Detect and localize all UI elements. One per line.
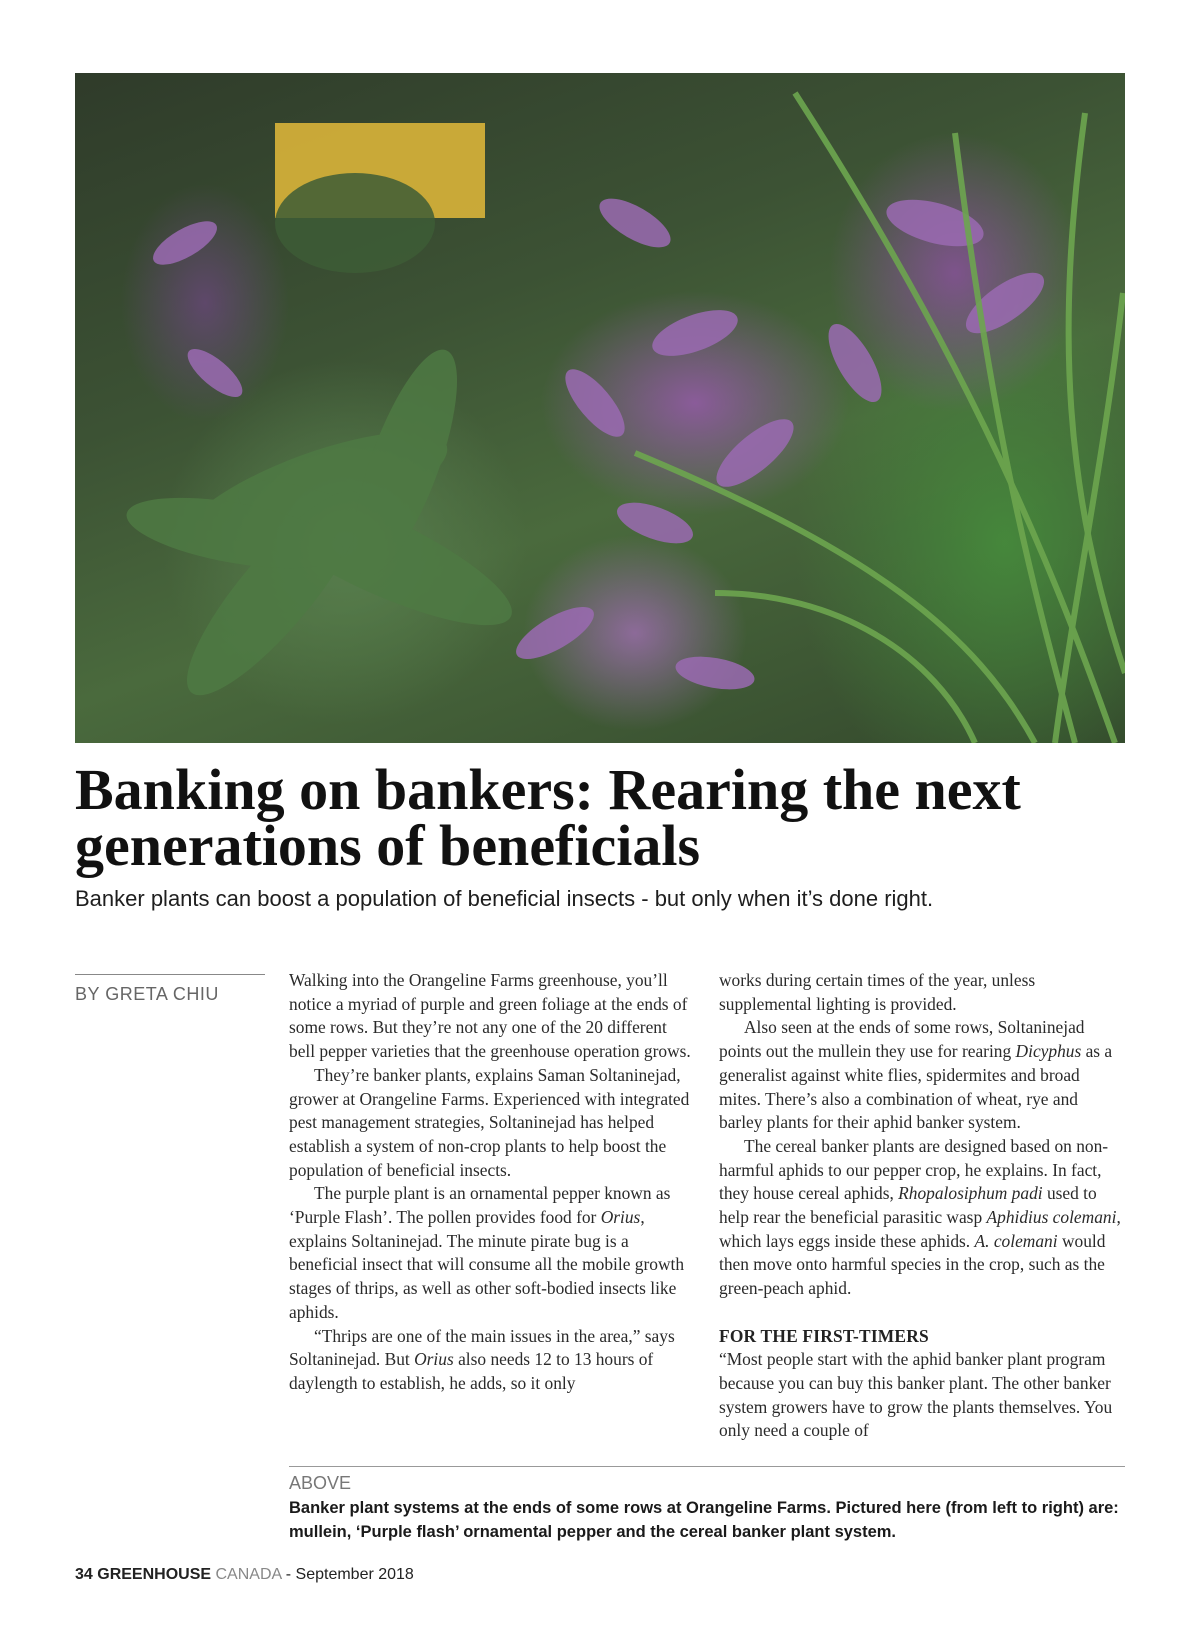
plants-photo-icon	[75, 73, 1125, 743]
article-subtitle: Banker plants can boost a population of beneficial insects - but only when it’s done right.	[75, 886, 934, 911]
issue-date: - September 2018	[285, 1566, 414, 1583]
publication-name-suffix: CANADA	[215, 1566, 282, 1583]
paragraph: Walking into the Orangeline Farms greenhouse, you’ll notice a myriad of purple and green foliage at the ends of some rows. But they’re not any one of the 20 different bell pepper varieties that the greenhouse operation grows.	[289, 970, 691, 1062]
publication-name: GREENHOUSE	[97, 1566, 212, 1583]
paragraph: The cereal banker plants are designed based on non-harmful aphids to our pepper crop, he explains. In fact, they house cereal aphids, Rhopalosiphum padi used to help rear the beneficial parasitic wasp Aphidius colemani, which lays eggs inside these aphids. A. colemani would then move onto harmful species in the crop, such as the green-peach aphid.	[719, 1135, 1121, 1299]
page-footer	[75, 1566, 414, 1584]
page-number: 34	[75, 1566, 93, 1583]
section-heading: FOR THE FIRST-TIMERS	[719, 1325, 929, 1346]
paragraph: “Most people start with the aphid banker plant program because you can buy this banker plant. The other banker system growers have to grow the plants themselves. You only need a couple of	[719, 1349, 1113, 1441]
paragraph: The purple plant is an ornamental pepper known as ‘Purple Flash’. The pollen provides food for Orius, explains Soltaninejad. The minute pirate bug is a beneficial insect that will consume all the mobile growth stages of thrips, as well as other soft-bodied insects like aphids.	[289, 1183, 685, 1322]
photo-caption: Banker plant systems at the ends of some rows at Orangeline Farms. Pictured here (from left to right) are: mullein, ‘Purple flash’ ornamental pepper and the cereal banker plant system.	[289, 1499, 1119, 1541]
body-column-2	[719, 969, 1124, 1443]
caption-divider	[289, 1466, 1125, 1467]
article-title: Banking on bankers: Rearing the next generations of beneficials	[75, 757, 1021, 878]
byline-divider	[75, 974, 265, 975]
paragraph: “Thrips are one of the main issues in the area,” says Soltaninejad. But Orius also needs 12 to 13 hours of daylength to establish, he adds, so it only	[289, 1325, 675, 1393]
body-column-1	[289, 969, 694, 1396]
byline: BY GRETA CHIU	[75, 984, 219, 1004]
paragraph: Also seen at the ends of some rows, Soltaninejad points out the mullein they use for rearing Dicyphus as a generalist against white flies, spidermites and broad mites. There’s also a combination of wheat, rye and barley plants for their aphid banker system.	[719, 1017, 1113, 1133]
paragraph: They’re banker plants, explains Saman Soltaninejad, grower at Orangeline Farms. Experienced with integrated pest management strategies, Soltaninejad has helped establish a system of non-crop plants to help boost the population of beneficial insects.	[289, 1064, 690, 1180]
paragraph: works during certain times of the year, unless supplemental lighting is provided.	[719, 970, 1036, 1014]
caption-label: ABOVE	[289, 1473, 352, 1493]
article-photo	[75, 73, 1125, 743]
